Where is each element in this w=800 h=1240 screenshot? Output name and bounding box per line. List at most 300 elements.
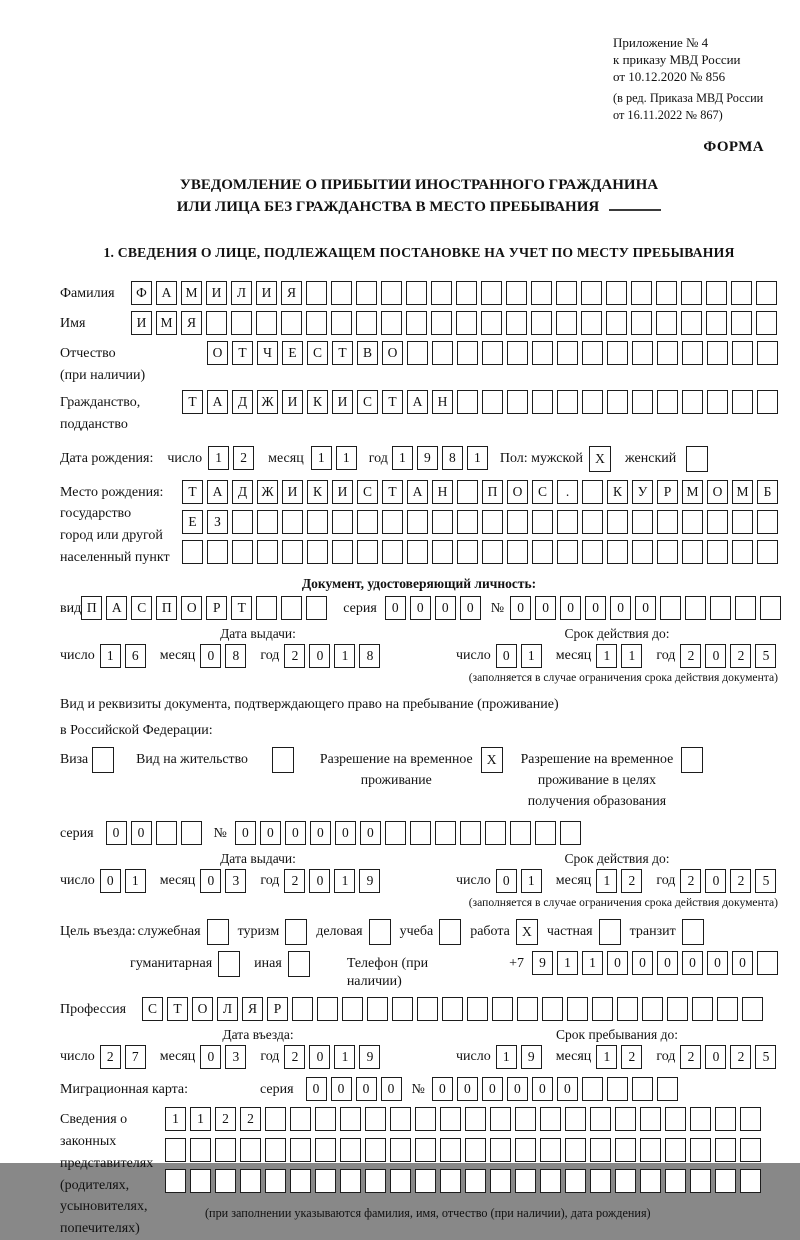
char-cell[interactable]: 1 [596, 644, 617, 668]
char-cell[interactable] [215, 1169, 236, 1193]
char-cell[interactable]: 0 [260, 821, 281, 845]
name-input[interactable] [131, 311, 777, 335]
char-cell[interactable]: У [632, 480, 653, 504]
birthplace-line2-input[interactable] [182, 510, 778, 534]
char-cell[interactable]: 2 [680, 869, 701, 893]
char-cell[interactable] [190, 1169, 211, 1193]
char-cell[interactable]: 0 [457, 1077, 478, 1101]
char-cell[interactable]: 0 [106, 821, 127, 845]
char-cell[interactable]: 1 [165, 1107, 186, 1131]
char-cell[interactable] [281, 596, 302, 620]
purpose-tourism-checkbox[interactable] [285, 919, 307, 945]
char-cell[interactable] [365, 1169, 386, 1193]
char-cell[interactable] [592, 997, 613, 1021]
char-cell[interactable] [290, 1169, 311, 1193]
char-cell[interactable]: 0 [432, 1077, 453, 1101]
char-cell[interactable] [506, 311, 527, 335]
char-cell[interactable] [740, 1107, 761, 1131]
char-cell[interactable] [456, 311, 477, 335]
char-cell[interactable]: 8 [359, 644, 380, 668]
char-cell[interactable]: 2 [730, 1045, 751, 1069]
doc-series-input[interactable] [385, 596, 481, 620]
char-cell[interactable]: 1 [311, 446, 332, 470]
char-cell[interactable] [182, 540, 203, 564]
char-cell[interactable] [532, 341, 553, 365]
char-cell[interactable] [556, 311, 577, 335]
char-cell[interactable] [757, 510, 778, 534]
char-cell[interactable] [281, 311, 302, 335]
char-cell[interactable]: П [81, 596, 102, 620]
char-cell[interactable]: 5 [755, 1045, 776, 1069]
char-cell[interactable]: 1 [334, 644, 355, 668]
char-cell[interactable] [340, 1138, 361, 1162]
char-cell[interactable]: 8 [442, 446, 463, 470]
char-cell[interactable]: 0 [410, 596, 431, 620]
char-cell[interactable]: . [557, 480, 578, 504]
char-cell[interactable] [457, 390, 478, 414]
mig-series-input[interactable] [306, 1077, 402, 1101]
char-cell[interactable]: 0 [496, 869, 517, 893]
char-cell[interactable]: 1 [467, 446, 488, 470]
char-cell[interactable]: 3 [225, 869, 246, 893]
char-cell[interactable]: 0 [732, 951, 753, 975]
char-cell[interactable] [535, 821, 556, 845]
char-cell[interactable] [540, 1169, 561, 1193]
char-cell[interactable] [756, 281, 777, 305]
char-cell[interactable] [165, 1169, 186, 1193]
doc-issue-month-input[interactable] [200, 644, 246, 668]
char-cell[interactable]: К [607, 480, 628, 504]
purpose-private-checkbox[interactable] [599, 919, 621, 945]
char-cell[interactable] [657, 1077, 678, 1101]
char-cell[interactable] [306, 596, 327, 620]
char-cell[interactable]: 0 [460, 596, 481, 620]
char-cell[interactable] [565, 1138, 586, 1162]
char-cell[interactable] [457, 510, 478, 534]
char-cell[interactable] [532, 540, 553, 564]
char-cell[interactable]: И [256, 281, 277, 305]
char-cell[interactable]: 0 [560, 596, 581, 620]
char-cell[interactable]: Б [757, 480, 778, 504]
char-cell[interactable] [390, 1107, 411, 1131]
char-cell[interactable] [665, 1107, 686, 1131]
char-cell[interactable] [410, 821, 431, 845]
char-cell[interactable]: 0 [610, 596, 631, 620]
char-cell[interactable] [682, 341, 703, 365]
char-cell[interactable] [532, 390, 553, 414]
birthplace-line3-input[interactable] [182, 540, 778, 564]
char-cell[interactable]: А [207, 480, 228, 504]
patronymic-input[interactable] [207, 341, 778, 365]
char-cell[interactable] [582, 480, 603, 504]
char-cell[interactable]: 0 [705, 644, 726, 668]
purpose-official-checkbox[interactable] [207, 919, 229, 945]
char-cell[interactable] [590, 1107, 611, 1131]
char-cell[interactable]: Ж [257, 480, 278, 504]
birth-month-input[interactable] [311, 446, 357, 470]
char-cell[interactable]: М [181, 281, 202, 305]
char-cell[interactable]: 1 [190, 1107, 211, 1131]
char-cell[interactable] [567, 997, 588, 1021]
char-cell[interactable] [306, 281, 327, 305]
char-cell[interactable]: Д [232, 480, 253, 504]
char-cell[interactable] [232, 540, 253, 564]
char-cell[interactable] [631, 281, 652, 305]
char-cell[interactable] [657, 540, 678, 564]
char-cell[interactable] [607, 540, 628, 564]
char-cell[interactable]: Р [267, 997, 288, 1021]
char-cell[interactable]: 0 [657, 951, 678, 975]
char-cell[interactable]: 0 [532, 1077, 553, 1101]
char-cell[interactable]: И [131, 311, 152, 335]
char-cell[interactable] [206, 311, 227, 335]
char-cell[interactable]: 5 [755, 644, 776, 668]
char-cell[interactable]: 0 [200, 869, 221, 893]
char-cell[interactable] [240, 1138, 261, 1162]
char-cell[interactable] [407, 510, 428, 534]
char-cell[interactable] [190, 1138, 211, 1162]
char-cell[interactable] [732, 510, 753, 534]
char-cell[interactable]: Т [232, 341, 253, 365]
char-cell[interactable] [732, 390, 753, 414]
char-cell[interactable] [685, 596, 706, 620]
char-cell[interactable]: 1 [334, 1045, 355, 1069]
char-cell[interactable] [590, 1169, 611, 1193]
surname-input[interactable] [131, 281, 777, 305]
char-cell[interactable]: И [282, 390, 303, 414]
char-cell[interactable]: А [207, 390, 228, 414]
char-cell[interactable]: Е [282, 341, 303, 365]
char-cell[interactable] [681, 281, 702, 305]
char-cell[interactable] [390, 1169, 411, 1193]
char-cell[interactable] [256, 311, 277, 335]
char-cell[interactable]: С [307, 341, 328, 365]
char-cell[interactable] [556, 281, 577, 305]
char-cell[interactable] [757, 540, 778, 564]
char-cell[interactable] [256, 596, 277, 620]
char-cell[interactable]: Р [206, 596, 227, 620]
char-cell[interactable]: Т [182, 480, 203, 504]
char-cell[interactable] [532, 510, 553, 534]
char-cell[interactable]: 0 [335, 821, 356, 845]
char-cell[interactable] [365, 1107, 386, 1131]
char-cell[interactable] [440, 1107, 461, 1131]
char-cell[interactable]: А [407, 480, 428, 504]
char-cell[interactable] [482, 540, 503, 564]
char-cell[interactable] [717, 997, 738, 1021]
char-cell[interactable]: 0 [557, 1077, 578, 1101]
char-cell[interactable]: Д [232, 390, 253, 414]
char-cell[interactable] [607, 390, 628, 414]
char-cell[interactable] [682, 390, 703, 414]
char-cell[interactable]: 2 [621, 869, 642, 893]
char-cell[interactable] [615, 1169, 636, 1193]
char-cell[interactable] [307, 540, 328, 564]
profession-input[interactable] [142, 997, 763, 1021]
char-cell[interactable] [290, 1138, 311, 1162]
char-cell[interactable] [606, 311, 627, 335]
char-cell[interactable] [332, 540, 353, 564]
birth-year-input[interactable] [392, 446, 488, 470]
res-valid-year-input[interactable] [680, 869, 776, 893]
char-cell[interactable]: Р [657, 480, 678, 504]
char-cell[interactable] [315, 1138, 336, 1162]
char-cell[interactable] [632, 540, 653, 564]
char-cell[interactable] [357, 510, 378, 534]
char-cell[interactable]: И [206, 281, 227, 305]
char-cell[interactable] [181, 821, 202, 845]
char-cell[interactable]: 0 [705, 1045, 726, 1069]
char-cell[interactable] [265, 1107, 286, 1131]
char-cell[interactable]: О [507, 480, 528, 504]
char-cell[interactable] [460, 821, 481, 845]
char-cell[interactable] [165, 1138, 186, 1162]
char-cell[interactable] [510, 821, 531, 845]
stay-day-input[interactable] [496, 1045, 542, 1069]
char-cell[interactable]: К [307, 480, 328, 504]
purpose-work-checkbox[interactable]: X [516, 919, 538, 945]
char-cell[interactable]: К [307, 390, 328, 414]
char-cell[interactable]: 9 [532, 951, 553, 975]
char-cell[interactable] [640, 1107, 661, 1131]
char-cell[interactable]: 0 [200, 1045, 221, 1069]
char-cell[interactable] [540, 1138, 561, 1162]
char-cell[interactable]: 2 [284, 644, 305, 668]
char-cell[interactable] [542, 997, 563, 1021]
char-cell[interactable] [742, 997, 763, 1021]
char-cell[interactable]: М [156, 311, 177, 335]
char-cell[interactable]: 0 [535, 596, 556, 620]
char-cell[interactable] [715, 1138, 736, 1162]
char-cell[interactable]: С [357, 390, 378, 414]
char-cell[interactable]: 6 [125, 644, 146, 668]
char-cell[interactable] [457, 540, 478, 564]
char-cell[interactable] [557, 510, 578, 534]
char-cell[interactable]: Н [432, 390, 453, 414]
char-cell[interactable] [415, 1107, 436, 1131]
char-cell[interactable] [582, 341, 603, 365]
char-cell[interactable]: 0 [510, 596, 531, 620]
char-cell[interactable]: А [407, 390, 428, 414]
residence-permit-checkbox[interactable] [272, 747, 294, 773]
char-cell[interactable]: 1 [596, 1045, 617, 1069]
char-cell[interactable] [660, 596, 681, 620]
char-cell[interactable] [707, 510, 728, 534]
char-cell[interactable] [715, 1107, 736, 1131]
char-cell[interactable] [381, 311, 402, 335]
char-cell[interactable] [332, 510, 353, 534]
doc-valid-year-input[interactable] [680, 644, 776, 668]
char-cell[interactable]: 1 [392, 446, 413, 470]
char-cell[interactable] [457, 480, 478, 504]
char-cell[interactable] [515, 1169, 536, 1193]
char-cell[interactable] [656, 281, 677, 305]
char-cell[interactable] [485, 821, 506, 845]
char-cell[interactable] [385, 821, 406, 845]
char-cell[interactable]: С [131, 596, 152, 620]
char-cell[interactable] [442, 997, 463, 1021]
char-cell[interactable]: 0 [682, 951, 703, 975]
purpose-business-checkbox[interactable] [369, 919, 391, 945]
char-cell[interactable] [515, 1138, 536, 1162]
char-cell[interactable] [690, 1169, 711, 1193]
char-cell[interactable]: 1 [100, 644, 121, 668]
char-cell[interactable] [331, 311, 352, 335]
char-cell[interactable]: 0 [607, 951, 628, 975]
char-cell[interactable]: А [106, 596, 127, 620]
char-cell[interactable] [756, 311, 777, 335]
char-cell[interactable]: Т [231, 596, 252, 620]
char-cell[interactable] [657, 390, 678, 414]
char-cell[interactable] [531, 311, 552, 335]
char-cell[interactable] [590, 1138, 611, 1162]
char-cell[interactable]: 0 [306, 1077, 327, 1101]
char-cell[interactable]: О [192, 997, 213, 1021]
char-cell[interactable] [557, 540, 578, 564]
entry-month-input[interactable] [200, 1045, 246, 1069]
char-cell[interactable]: 0 [482, 1077, 503, 1101]
char-cell[interactable]: 0 [707, 951, 728, 975]
char-cell[interactable] [682, 540, 703, 564]
char-cell[interactable] [440, 1169, 461, 1193]
res-issue-day-input[interactable] [100, 869, 146, 893]
char-cell[interactable]: 2 [621, 1045, 642, 1069]
doc-valid-day-input[interactable] [496, 644, 542, 668]
char-cell[interactable] [490, 1169, 511, 1193]
char-cell[interactable]: Ф [131, 281, 152, 305]
char-cell[interactable]: 1 [334, 869, 355, 893]
char-cell[interactable] [331, 281, 352, 305]
char-cell[interactable]: 2 [215, 1107, 236, 1131]
char-cell[interactable] [735, 596, 756, 620]
char-cell[interactable] [656, 311, 677, 335]
char-cell[interactable]: 0 [331, 1077, 352, 1101]
char-cell[interactable] [465, 1169, 486, 1193]
char-cell[interactable] [710, 596, 731, 620]
char-cell[interactable]: Н [432, 480, 453, 504]
char-cell[interactable] [431, 281, 452, 305]
char-cell[interactable] [615, 1107, 636, 1131]
char-cell[interactable] [740, 1138, 761, 1162]
char-cell[interactable] [482, 341, 503, 365]
entry-day-input[interactable] [100, 1045, 146, 1069]
char-cell[interactable] [381, 281, 402, 305]
char-cell[interactable] [707, 540, 728, 564]
char-cell[interactable]: Л [231, 281, 252, 305]
char-cell[interactable] [560, 821, 581, 845]
char-cell[interactable] [515, 1107, 536, 1131]
res-issue-month-input[interactable] [200, 869, 246, 893]
char-cell[interactable] [632, 510, 653, 534]
char-cell[interactable] [282, 510, 303, 534]
char-cell[interactable]: Я [181, 311, 202, 335]
char-cell[interactable] [657, 510, 678, 534]
char-cell[interactable] [507, 341, 528, 365]
sex-female-checkbox[interactable] [686, 446, 708, 472]
char-cell[interactable]: 1 [208, 446, 229, 470]
char-cell[interactable] [581, 281, 602, 305]
char-cell[interactable] [257, 510, 278, 534]
char-cell[interactable]: 2 [680, 644, 701, 668]
purpose-other-checkbox[interactable] [288, 951, 310, 977]
char-cell[interactable]: Я [281, 281, 302, 305]
res-series-input[interactable] [106, 821, 202, 845]
guardians-line3-input[interactable] [165, 1169, 761, 1193]
char-cell[interactable] [482, 510, 503, 534]
doc-issue-year-input[interactable] [284, 644, 380, 668]
char-cell[interactable]: 0 [310, 821, 331, 845]
char-cell[interactable]: 0 [100, 869, 121, 893]
char-cell[interactable]: 2 [730, 869, 751, 893]
char-cell[interactable]: 0 [360, 821, 381, 845]
char-cell[interactable]: 2 [680, 1045, 701, 1069]
char-cell[interactable] [731, 311, 752, 335]
char-cell[interactable]: 9 [521, 1045, 542, 1069]
char-cell[interactable]: 9 [359, 869, 380, 893]
char-cell[interactable] [481, 281, 502, 305]
char-cell[interactable] [307, 510, 328, 534]
char-cell[interactable] [540, 1107, 561, 1131]
char-cell[interactable] [232, 510, 253, 534]
char-cell[interactable] [632, 390, 653, 414]
char-cell[interactable] [582, 1077, 603, 1101]
char-cell[interactable]: 0 [200, 644, 221, 668]
char-cell[interactable]: М [732, 480, 753, 504]
char-cell[interactable]: 0 [385, 596, 406, 620]
char-cell[interactable] [607, 1077, 628, 1101]
char-cell[interactable] [367, 997, 388, 1021]
char-cell[interactable]: 1 [521, 869, 542, 893]
char-cell[interactable]: И [332, 390, 353, 414]
char-cell[interactable] [382, 510, 403, 534]
purpose-study-checkbox[interactable] [439, 919, 461, 945]
char-cell[interactable]: 1 [336, 446, 357, 470]
char-cell[interactable] [507, 540, 528, 564]
char-cell[interactable] [640, 1138, 661, 1162]
char-cell[interactable] [557, 341, 578, 365]
char-cell[interactable] [432, 540, 453, 564]
char-cell[interactable]: С [532, 480, 553, 504]
char-cell[interactable] [465, 1107, 486, 1131]
char-cell[interactable]: И [332, 480, 353, 504]
sex-male-checkbox[interactable]: X [589, 446, 611, 472]
char-cell[interactable] [665, 1138, 686, 1162]
char-cell[interactable] [690, 1138, 711, 1162]
char-cell[interactable]: 2 [284, 869, 305, 893]
char-cell[interactable]: 0 [632, 951, 653, 975]
char-cell[interactable]: Е [182, 510, 203, 534]
char-cell[interactable] [417, 997, 438, 1021]
char-cell[interactable] [315, 1169, 336, 1193]
char-cell[interactable] [665, 1169, 686, 1193]
char-cell[interactable]: 2 [233, 446, 254, 470]
char-cell[interactable]: Т [382, 480, 403, 504]
char-cell[interactable]: О [181, 596, 202, 620]
char-cell[interactable]: 1 [496, 1045, 517, 1069]
res-valid-month-input[interactable] [596, 869, 642, 893]
char-cell[interactable] [615, 1138, 636, 1162]
char-cell[interactable] [582, 510, 603, 534]
char-cell[interactable]: О [382, 341, 403, 365]
doc-issue-day-input[interactable] [100, 644, 146, 668]
char-cell[interactable] [757, 951, 778, 975]
char-cell[interactable]: 7 [125, 1045, 146, 1069]
char-cell[interactable] [617, 997, 638, 1021]
char-cell[interactable] [390, 1138, 411, 1162]
char-cell[interactable] [492, 997, 513, 1021]
char-cell[interactable]: Т [182, 390, 203, 414]
char-cell[interactable] [582, 540, 603, 564]
